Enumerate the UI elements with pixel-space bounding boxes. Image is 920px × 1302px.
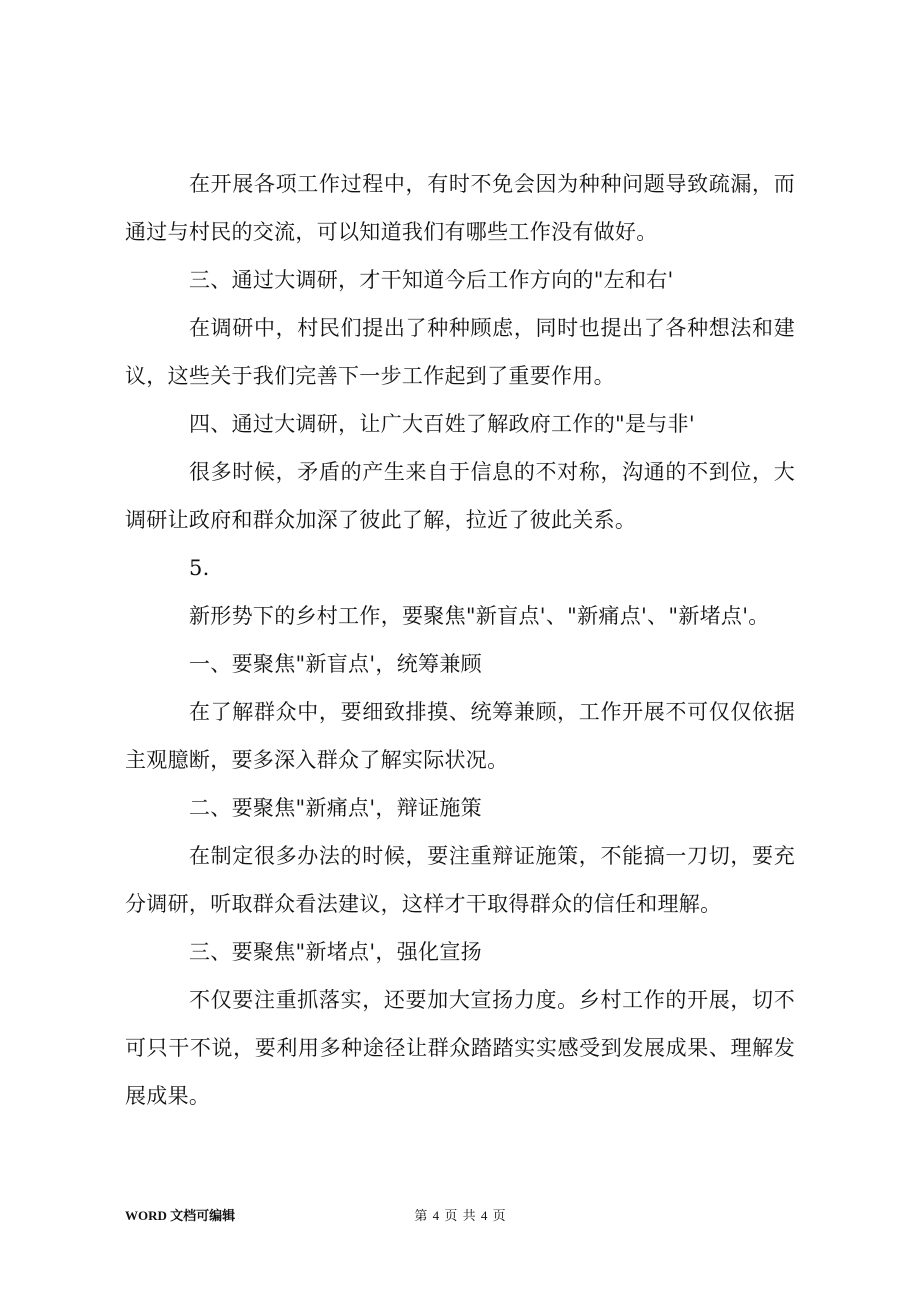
section-heading: 一、要聚焦"新盲点'，统筹兼顾 bbox=[189, 652, 482, 676]
section-heading: 三、通过大调研，才干知道今后工作方向的"左和右' bbox=[189, 268, 674, 292]
section-heading: 三、要聚焦"新堵点'，强化宣扬 bbox=[189, 940, 482, 964]
paragraph: 不仅要注重抓落实，还要加大宣扬力度。乡村工作的开展，切不可只干不说，要利用多种途径让群众踏踏实实感受到发展成果、理解发展成果。 bbox=[125, 988, 795, 1108]
paragraph: 在了解群众中，要细致排摸、统筹兼顾，工作开展不可仅仅依据主观臆断，要多深入群众了解实际状况。 bbox=[125, 700, 795, 772]
section-heading: 四、通过大调研，让广大百姓了解政府工作的"是与非' bbox=[189, 412, 695, 436]
paragraph: 在调研中，村民们提出了种种顾虑，同时也提出了各种想法和建议，这些关于我们完善下一步工作起到了重要作用。 bbox=[125, 316, 795, 388]
paragraph: 新形势下的乡村工作，要聚焦"新盲点'、"新痛点'、"新堵点'。 bbox=[189, 604, 770, 628]
paragraph: 在制定很多办法的时候，要注重辩证施策，不能搞一刀切，要充分调研，听取群众看法建议，这样才干取得群众的信任和理解。 bbox=[125, 844, 795, 916]
item-number: 5. bbox=[189, 556, 210, 580]
footer-page-number: 第 4 页 共 4 页 bbox=[414, 1208, 506, 1223]
document-body bbox=[125, 160, 795, 1120]
paragraph: 很多时候，矛盾的产生来自于信息的不对称，沟通的不到位，大调研让政府和群众加深了彼此了解，拉近了彼此关系。 bbox=[125, 460, 795, 532]
footer-label: WORD 文档可编辑 bbox=[125, 1208, 236, 1223]
paragraph: 在开展各项工作过程中，有时不免会因为种种问题导致疏漏，而通过与村民的交流，可以知道我们有哪些工作没有做好。 bbox=[125, 172, 795, 244]
section-heading: 二、要聚焦"新痛点'，辩证施策 bbox=[189, 796, 482, 820]
